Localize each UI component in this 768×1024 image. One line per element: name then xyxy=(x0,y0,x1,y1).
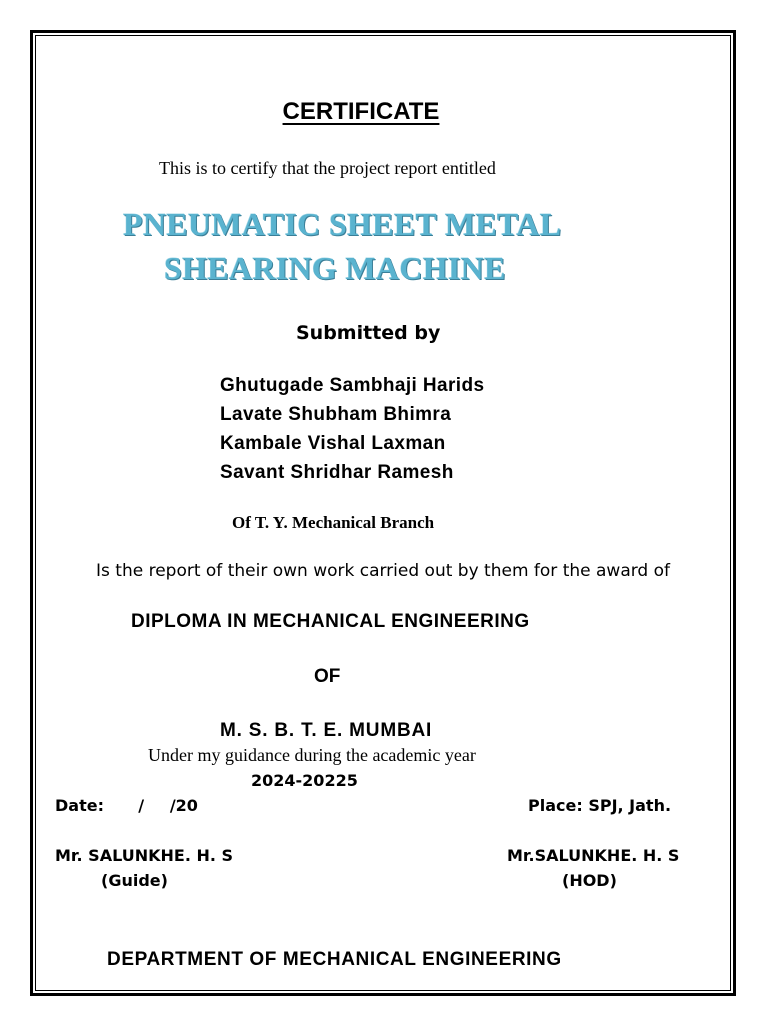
report-line: Is the report of their own work carried out by them for the award of xyxy=(96,561,671,581)
guide-role: (Guide) xyxy=(101,871,168,890)
guidance-line: Under my guidance during the academic year xyxy=(148,745,476,765)
project-title-line1: PNEUMATIC SHEET METAL xyxy=(123,206,562,242)
place-field: Place: SPJ, Jath. xyxy=(528,796,672,815)
board-name: M. S. B. T. E. MUMBAI xyxy=(220,720,433,741)
branch-line: Of T. Y. Mechanical Branch xyxy=(232,513,435,532)
hod-name: Mr.SALUNKHE. H. S xyxy=(507,846,680,865)
guide-name: Mr. SALUNKHE. H. S xyxy=(55,846,234,865)
hod-role: (HOD) xyxy=(562,871,617,890)
diploma-title: DIPLOMA IN MECHANICAL ENGINEERING xyxy=(131,611,530,632)
student-name: Kambale Vishal Laxman xyxy=(220,433,446,454)
certificate-title: CERTIFICATE xyxy=(282,98,440,125)
certify-line: This is to certify that the project report entitled xyxy=(159,158,496,178)
student-name: Lavate Shubham Bhimra xyxy=(220,404,452,425)
submitted-by-label: Submitted by xyxy=(296,322,441,344)
department-name: DEPARTMENT OF MECHANICAL ENGINEERING xyxy=(107,949,562,970)
project-title-line2: SHEARING MACHINE xyxy=(164,250,506,286)
academic-year: 2024-20225 xyxy=(251,771,358,790)
date-field: Date: / /20 xyxy=(55,796,198,815)
student-name: Savant Shridhar Ramesh xyxy=(220,462,454,483)
student-name: Ghutugade Sambhaji Harids xyxy=(220,375,485,396)
of-label: OF xyxy=(314,666,341,687)
